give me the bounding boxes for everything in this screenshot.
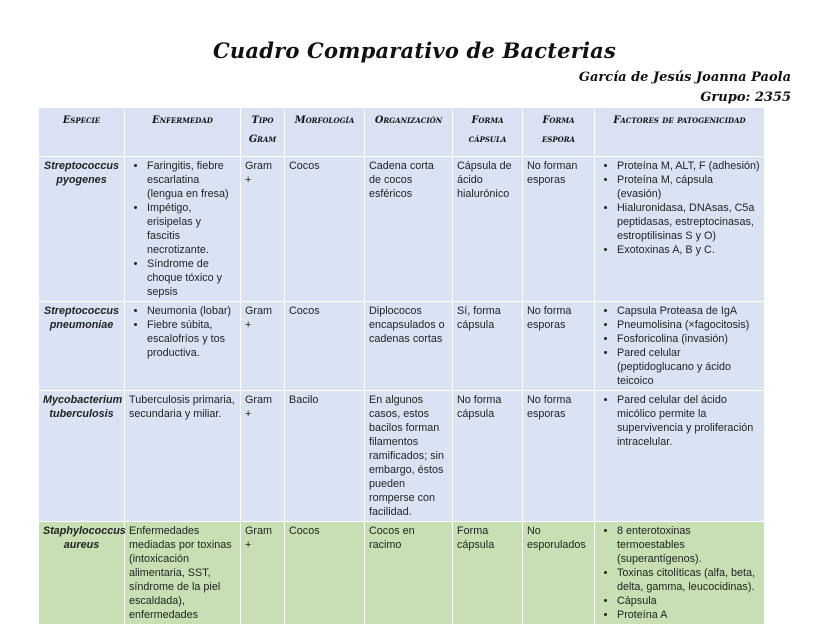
- cell-morfologia: Cocos: [285, 522, 365, 625]
- list-item: • Cápsula: [617, 594, 760, 608]
- list-item: • Síndrome de choque tóxico y sepsis: [147, 257, 236, 299]
- cell-organizacion: En algunos casos, estos bacilos forman filamentos ramificados; sin embargo, éstos pueden romperse con facilidad.: [365, 391, 453, 522]
- cell-factores: [595, 157, 765, 302]
- list-item: • Pared celular (peptidoglucano y ácido teicoico: [617, 346, 760, 388]
- list-item: • Pneumolisina (×fagocitosis): [617, 318, 760, 332]
- comparison-table: [38, 108, 765, 624]
- list-item: • Proteína M, ALT, F (adhesión): [617, 159, 760, 173]
- cell-especie: Staphylococcus aureus: [39, 522, 125, 625]
- cell-factores: [595, 302, 765, 391]
- group-number: Grupo: 2355: [700, 90, 791, 105]
- header-morfologia: Morfología: [285, 108, 365, 157]
- author-name: García de Jesús Joanna Paola: [578, 70, 791, 85]
- cell-enfermedad: Enfermedades mediadas por toxinas (intoxicación alimentaria, SST, síndrome de la piel escaldada), enfermedades: [125, 522, 241, 625]
- cell-enfermedad: Tuberculosis primaria, secundaria y miliar.: [125, 391, 241, 522]
- header-especie: Especie: [39, 108, 125, 157]
- cell-especie: Streptococcus pneumoniae: [39, 302, 125, 391]
- header-enfermedad: Enfermedad: [125, 108, 241, 157]
- cell-factores: [595, 522, 765, 625]
- header-forma-espora: Forma espora: [523, 108, 595, 157]
- cell-morfologia: Bacilo: [285, 391, 365, 522]
- cell-gram: Gram +: [241, 157, 285, 302]
- cell-gram: Gram +: [241, 391, 285, 522]
- table-row: [39, 157, 765, 302]
- list-item: • Fiebre súbita, escalofríos y tos productiva.: [147, 318, 236, 360]
- cell-organizacion: Cadena corta de cocos esféricos: [365, 157, 453, 302]
- list-item: • Hialuronidasa, DNAsas, C5a peptidasas, estreptocinasas, estroptilisinas S y O): [617, 201, 760, 243]
- cell-morfologia: Cocos: [285, 302, 365, 391]
- cell-capsula: Sí, forma cápsula: [453, 302, 523, 391]
- table-row: [39, 391, 765, 522]
- list-item: • Faringitis, fiebre escarlatina (lengua en fresa): [147, 159, 236, 201]
- list-item: • 8 enterotoxinas termoestables (superantígenos).: [617, 524, 760, 566]
- cell-organizacion: Diplococos encapsulados o cadenas cortas: [365, 302, 453, 391]
- cell-espora: No esporulados: [523, 522, 595, 625]
- list-item: • Proteína M, cápsula (evasión): [617, 173, 760, 201]
- cell-especie: Mycobacterium tuberculosis: [39, 391, 125, 522]
- list-item: • Exotoxinas A, B y C.: [617, 243, 760, 257]
- cell-gram: Gram +: [241, 302, 285, 391]
- cell-especie: Streptococcus pyogenes: [39, 157, 125, 302]
- list-item: • Neumonía (lobar): [147, 304, 236, 318]
- document-title: Cuadro Comparativo de Bacterias: [213, 38, 616, 63]
- list-item: • Proteína A: [617, 608, 760, 622]
- table-row: [39, 522, 765, 625]
- table-row: [39, 302, 765, 391]
- cell-organizacion: Cocos en racimo: [365, 522, 453, 625]
- header-forma-capsula: Forma cápsula: [453, 108, 523, 157]
- cell-capsula: No forma cápsula: [453, 391, 523, 522]
- cell-factores: [595, 391, 765, 522]
- cell-morfologia: Cocos: [285, 157, 365, 302]
- table-header-row: [39, 108, 765, 157]
- header-tipo-gram: Tipo Gram: [241, 108, 285, 157]
- cell-gram: Gram +: [241, 522, 285, 625]
- list-item: • Fosforicolina (invasión): [617, 332, 760, 346]
- header-organizacion: Organización: [365, 108, 453, 157]
- cell-enfermedad: [125, 157, 241, 302]
- cell-capsula: Cápsula de ácido hialurónico: [453, 157, 523, 302]
- list-item: • Capsula Proteasa de IgA: [617, 304, 760, 318]
- header-factores: Factores de patogenicidad: [595, 108, 765, 157]
- cell-espora: No forma esporas: [523, 391, 595, 522]
- list-item: • Impétigo, erisipelas y fascitis necrotizante.: [147, 201, 236, 257]
- list-item: • Pared celular del ácido micólico permite la supervivencia y proliferación intracelular.: [617, 393, 760, 449]
- cell-espora: No forman esporas: [523, 157, 595, 302]
- cell-espora: No forma esporas: [523, 302, 595, 391]
- list-item: • Toxinas citolíticas (alfa, beta, delta, gamma, leucocidinas).: [617, 566, 760, 594]
- cell-capsula: Forma cápsula: [453, 522, 523, 625]
- cell-enfermedad: [125, 302, 241, 391]
